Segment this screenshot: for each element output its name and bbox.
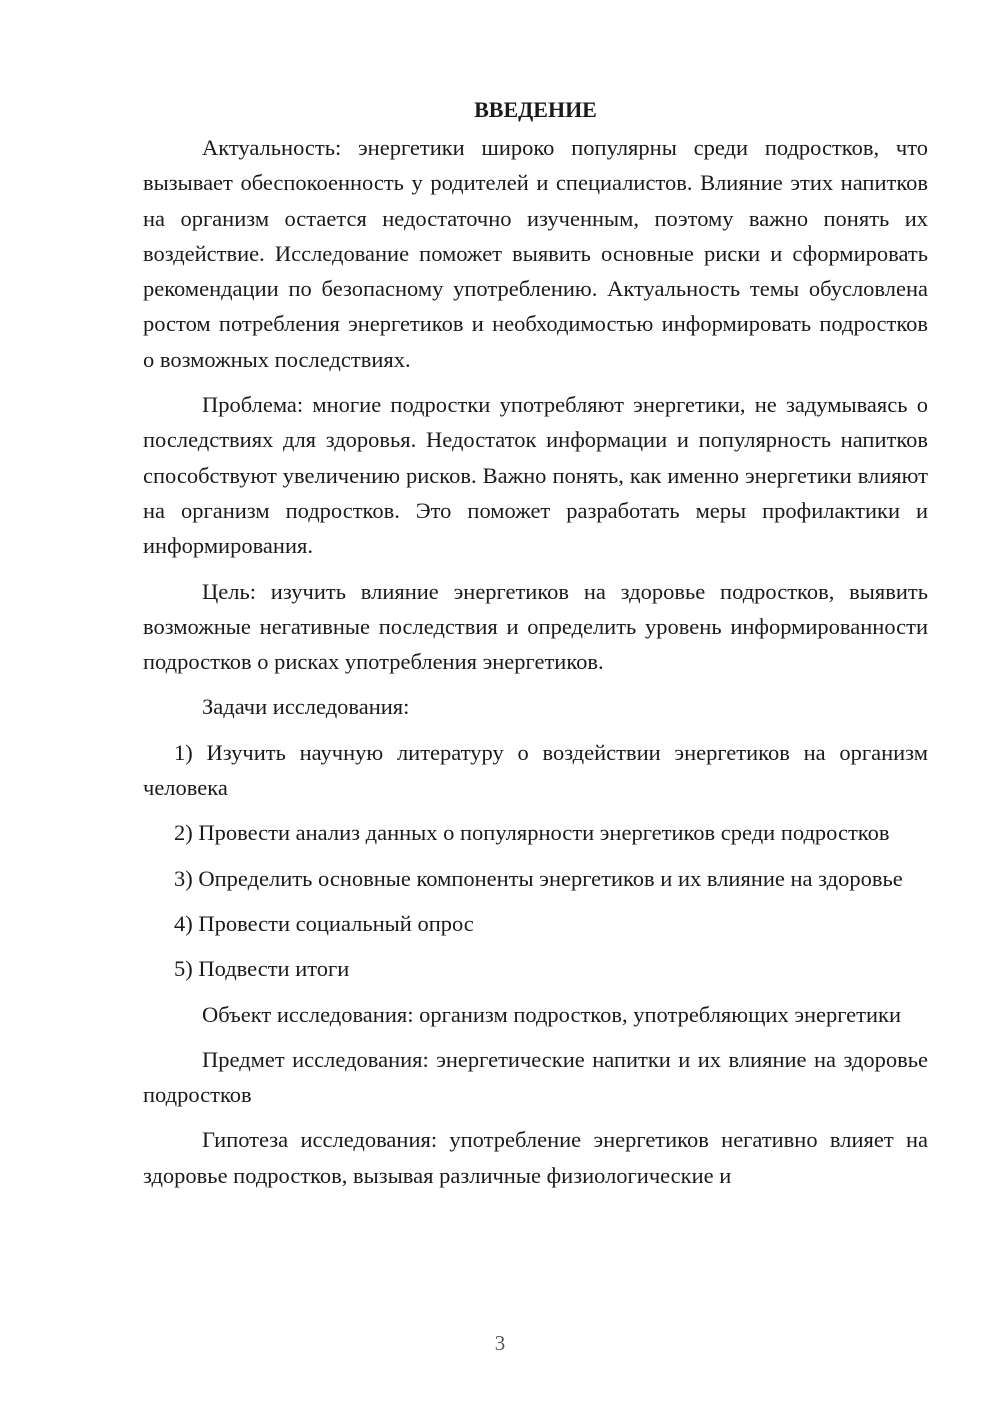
document-page <box>143 92 928 1203</box>
paragraph-relevance: Актуальность: энергетики широко популярны среди подростков, что вызывает обеспокоенность у родителей и специалистов. Влияние этих напитков на организм остается недостаточно изученным, поэтому важно понять их воздействие. Исследование поможет выявить основные риски и сформировать рекомендации по безопасному употреблению. Актуальность темы обусловлена ростом потребления энергетиков и необходимостью информировать подростков о возможных последствиях. <box>143 135 928 372</box>
paragraph-object: Объект исследования: организм подростков, употребляющих энергетики <box>202 1001 902 1027</box>
section-heading: ВВЕДЕНИЕ <box>474 97 597 122</box>
task-item-1: 1) Изучить научную литературу о воздействии энергетиков на организм человека <box>143 739 928 801</box>
paragraph-goal: Цель: изучить влияние энергетиков на здоровье подростков, выявить возможные негативные последствия и определить уровень информированности подростков о рисках употребления энергетиков. <box>143 578 928 675</box>
task-item-5: 5) Подвести итоги <box>174 956 350 982</box>
task-item-2: 2) Провести анализ данных о популярности энергетиков среди подростков <box>174 820 890 846</box>
paragraph-problem: Проблема: многие подростки употребляют энергетики, не задумываясь о последствиях для здоровья. Недостаток информации и популярность напитков способствуют увеличению рисков. Важно понять, как именно энергетики влияют на организм подростков. Это поможет разработать меры профилактики и информирования. <box>143 392 928 559</box>
task-item-4: 4) Провести социальный опрос <box>174 910 474 936</box>
task-item-3: 3) Определить основные компоненты энергетиков и их влияние на здоровье <box>174 865 903 891</box>
tasks-title: Задачи исследования: <box>202 694 410 720</box>
paragraph-hypothesis: Гипотеза исследования: употребление энергетиков негативно влияет на здоровье подростков, вызывая различные физиологические и <box>143 1127 928 1188</box>
page-number: 3 <box>494 1331 506 1355</box>
paragraph-subject: Предмет исследования: энергетические напитки и их влияние на здоровье подростков <box>143 1046 928 1108</box>
